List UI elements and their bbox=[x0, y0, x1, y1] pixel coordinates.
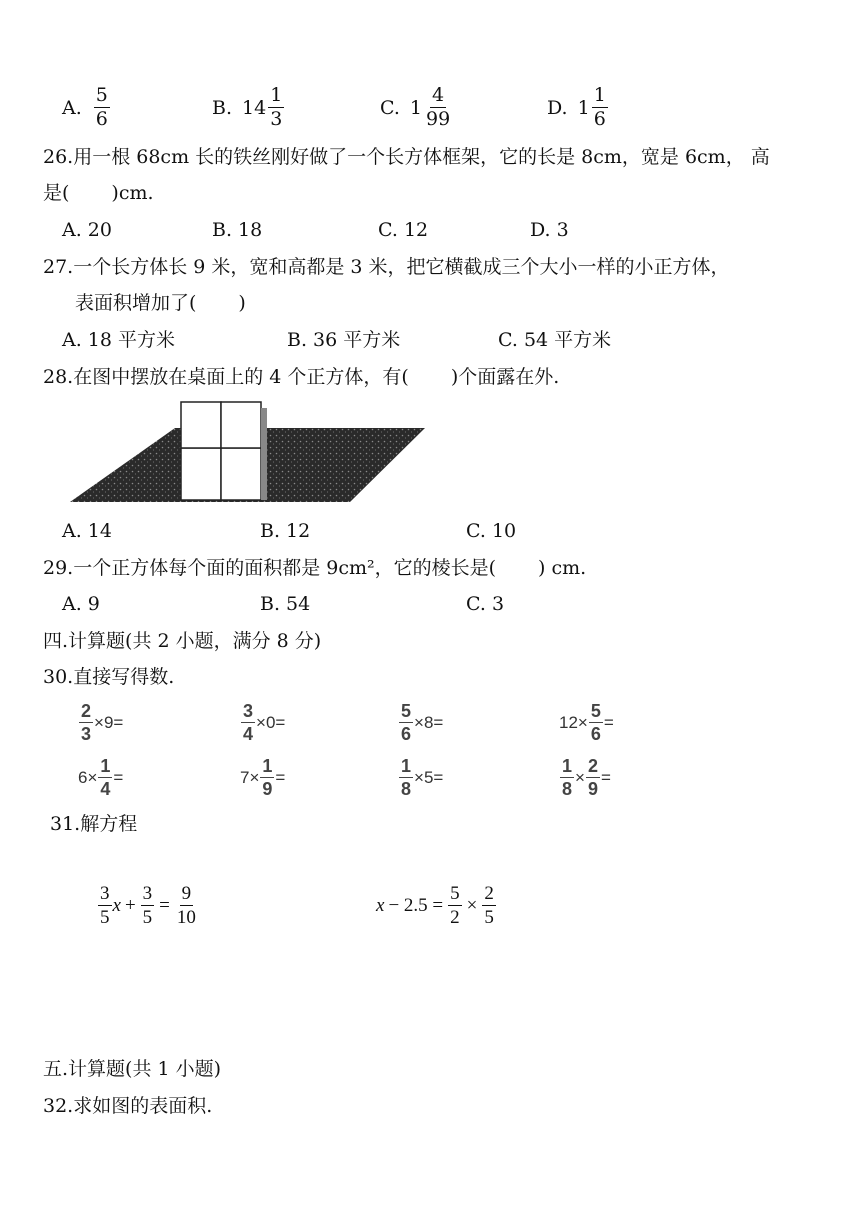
q26-option-d: D. 3 bbox=[530, 219, 569, 241]
q27-option-a: A. 18 平方米 bbox=[62, 329, 176, 351]
q28-option-c: C. 10 bbox=[466, 520, 517, 542]
q30-item-1: $\frac{2}{3}$ ×9= bbox=[81, 701, 124, 744]
q29-option-c: C. 3 bbox=[466, 593, 505, 615]
q25-option-a: A. $\frac{5}{6}$ bbox=[62, 84, 108, 130]
section-5-heading: 五.计算题(共 1 小题) bbox=[43, 1058, 222, 1080]
q30-item-4: 12× $\frac{5}{6}$ = bbox=[559, 701, 614, 744]
q25-option-d: D. 1 $\frac{1}{6}$ bbox=[547, 84, 606, 130]
q28-stem: 28.在图中摆放在桌面上的 4 个正方体，有( )个面露在外. bbox=[43, 366, 560, 388]
equation-1: $\frac{3}{5}$ x + $\frac{3}{5}$ = $\frac{9}{10}$ bbox=[100, 883, 196, 928]
q30-item-3: $\frac{5}{6}$ ×8= bbox=[401, 701, 444, 744]
q27-option-b: B. 36 平方米 bbox=[287, 329, 401, 351]
q26-option-b: B. 18 bbox=[212, 219, 263, 241]
q26-stem-line1: 26.用一根 68cm 长的铁丝刚好做了一个长方体框架，它的长是 8cm，宽是 6cm， 高 bbox=[43, 146, 770, 168]
q30-item-8: $\frac{1}{8}$ × $\frac{2}{9}$ = bbox=[562, 756, 611, 799]
q30-item-2: $\frac{3}{4}$ ×0= bbox=[243, 701, 286, 744]
q29-stem: 29.一个正方体每个面的面积都是 9cm²，它的棱长是( ) cm. bbox=[43, 557, 587, 579]
q30-item-5: 6× $\frac{1}{4}$ = bbox=[78, 756, 124, 799]
q27-stem-line2: 表面积增加了( ) bbox=[75, 292, 246, 314]
cube-top-right bbox=[221, 402, 261, 448]
cubes-on-table-figure bbox=[65, 398, 430, 508]
q28-option-b: B. 12 bbox=[260, 520, 311, 542]
q28-option-a: A. 14 bbox=[62, 520, 112, 542]
q25-option-b: B. 14 $\frac{1}{3}$ bbox=[212, 84, 283, 130]
q29-option-a: A. 9 bbox=[62, 593, 100, 615]
q30-item-7: $\frac{1}{8}$ ×5= bbox=[401, 756, 444, 799]
q26-stem-line2: 是( )cm. bbox=[43, 182, 154, 204]
q31-title: 31.解方程 bbox=[50, 813, 138, 835]
cube-bottom-left bbox=[181, 448, 221, 500]
q32-stem: 32.求如图的表面积. bbox=[43, 1095, 213, 1117]
q26-option-a: A. 20 bbox=[62, 219, 112, 241]
equation-2: x − 2.5 = $\frac{5}{2}$ × $\frac{2}{5}$ bbox=[376, 883, 494, 928]
q26-option-c: C. 12 bbox=[378, 219, 429, 241]
q27-option-c: C. 54 平方米 bbox=[498, 329, 612, 351]
section-4-heading: 四.计算题(共 2 小题，满分 8 分) bbox=[43, 630, 322, 652]
q29-option-b: B. 54 bbox=[260, 593, 311, 615]
q25-option-c: C. 1 $\frac{4}{99}$ bbox=[380, 84, 451, 130]
q30-title: 30.直接写得数. bbox=[43, 666, 175, 688]
q27-stem-line1: 27.一个长方体长 9 米，宽和高都是 3 米，把它横截成三个大小一样的小正方体， bbox=[43, 256, 730, 278]
cube-top-left bbox=[181, 402, 221, 448]
cube-bottom-right bbox=[221, 448, 261, 500]
q30-item-6: 7× $\frac{1}{9}$ = bbox=[240, 756, 286, 799]
